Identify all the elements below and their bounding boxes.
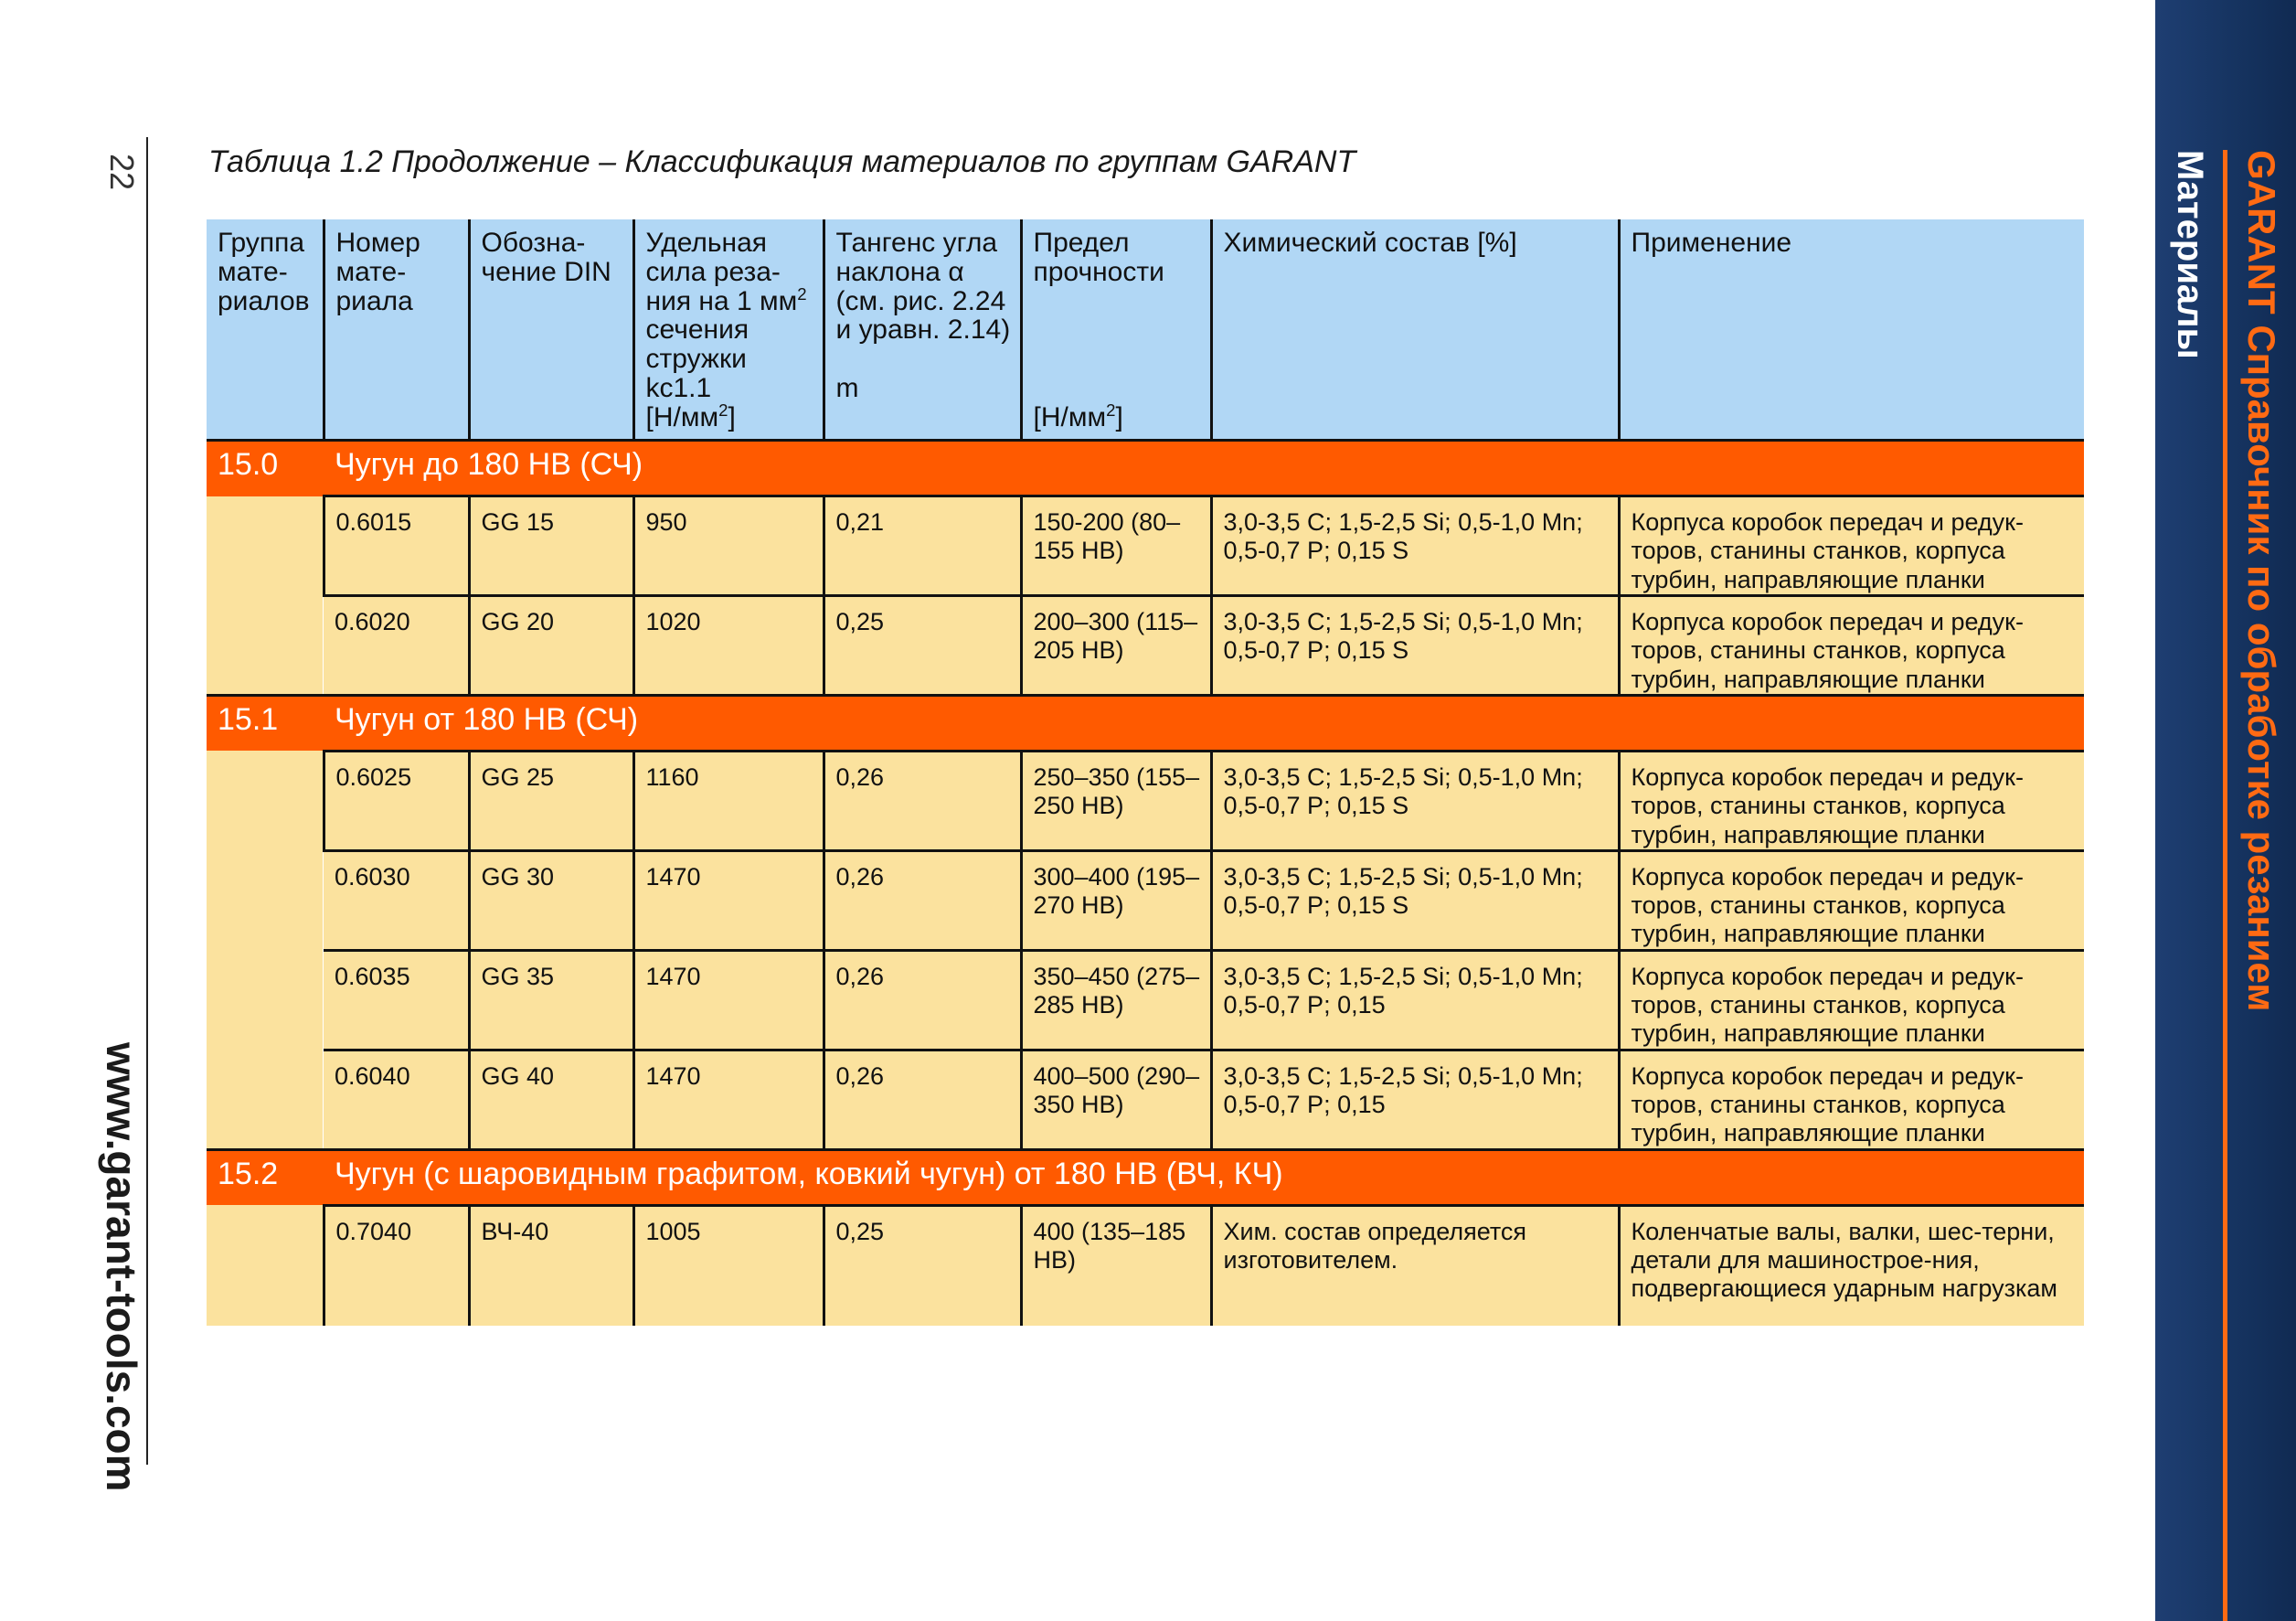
cell-din: GG 20 — [469, 595, 633, 695]
header-tangent-label: Тангенс угла наклона α (см. рис. 2.24 и уравн. 2.14) — [835, 228, 1011, 346]
table-row — [207, 496, 2084, 596]
cell-number: 0.6030 — [324, 850, 469, 950]
cell-number: 0.6015 — [324, 496, 469, 596]
header-cutting-force-unit: [Н/мм — [645, 401, 719, 432]
cell-application: Коленчатые валы, валки, шес-терни, детали для машинострое-ния, подвергающиеся ударным нагрузкам — [1619, 1205, 2084, 1326]
cell-kc: 1470 — [633, 950, 824, 1050]
header-strength-unit: [Н/мм — [1033, 401, 1107, 432]
header-strength-unit-sup: 2 — [1106, 400, 1116, 420]
header-strength-unit-end: ] — [1115, 401, 1123, 432]
sidebar-subtitle: Материалы — [2170, 150, 2210, 359]
cell-application: Корпуса коробок передач и редук-торов, станины станков, корпуса турбин, направляющие планки — [1619, 751, 2084, 850]
table-caption: Таблица 1.2 Продолжение – Классификация материалов по группам GARANT — [208, 144, 1356, 179]
table-row — [207, 1050, 2084, 1149]
header-cutting-force — [633, 218, 824, 441]
cell-chemical: 3,0-3,5 C; 1,5-2,5 Si; 0,5-1,0 Mn; 0,5-0,7 P; 0,15 — [1211, 1050, 1619, 1149]
table-header-row — [207, 218, 2084, 441]
cell-chemical: 3,0-3,5 C; 1,5-2,5 Si; 0,5-1,0 Mn; 0,5-0,7 P; 0,15 S — [1211, 850, 1619, 950]
page-number: 22 — [103, 154, 141, 191]
table-row — [207, 1205, 2084, 1326]
group-code: 15.1 — [207, 695, 324, 751]
header-cutting-force-unit-end: ] — [728, 401, 736, 432]
table-row — [207, 850, 2084, 950]
cell-m: 0,26 — [824, 1050, 1021, 1149]
cell-m: 0,21 — [824, 496, 1021, 596]
group-name: Чугун до 180 НВ (СЧ) — [324, 441, 2084, 496]
group-row-15-1 — [207, 695, 2084, 751]
cell-application: Корпуса коробок передач и редук-торов, станины станков, корпуса турбин, направляющие планки — [1619, 1050, 2084, 1149]
header-cutting-force-unit-sup: 2 — [718, 400, 728, 420]
table-row — [207, 595, 2084, 695]
header-cutting-force-label: Удельная сила реза-ния на 1 мм — [645, 228, 798, 316]
cell-kc: 1005 — [633, 1205, 824, 1326]
table-row — [207, 950, 2084, 1050]
cell-chemical: Хим. состав определяется изготовителем. — [1211, 1205, 1619, 1326]
cell-m: 0,26 — [824, 950, 1021, 1050]
cell-din: GG 30 — [469, 850, 633, 950]
cell-din: GG 25 — [469, 751, 633, 850]
cell-kc: 1470 — [633, 850, 824, 950]
cell-m: 0,26 — [824, 850, 1021, 950]
header-application: Применение — [1619, 218, 2084, 441]
materials-table — [207, 216, 2084, 1326]
cell-application: Корпуса коробок передач и редук-торов, станины станков, корпуса турбин, направляющие планки — [1619, 950, 2084, 1050]
group-row-15-0 — [207, 441, 2084, 496]
cell-din: GG 15 — [469, 496, 633, 596]
group-name: Чугун (с шаровидным графитом, ковкий чугун) от 180 НВ (ВЧ, КЧ) — [324, 1149, 2084, 1205]
group-name: Чугун от 180 НВ (СЧ) — [324, 695, 2084, 751]
header-tangent-unit: m — [835, 372, 859, 403]
cell-chemical: 3,0-3,5 C; 1,5-2,5 Si; 0,5-1,0 Mn; 0,5-0,7 P; 0,15 S — [1211, 751, 1619, 850]
cell-strength: 200–300 (115–205 НВ) — [1021, 595, 1211, 695]
cell-number: 0.6035 — [324, 950, 469, 1050]
group-code: 15.0 — [207, 441, 324, 496]
cell-number: 0.6040 — [324, 1050, 469, 1149]
cell-strength: 400 (135–185 НВ) — [1021, 1205, 1211, 1326]
cell-strength: 250–350 (155–250 НВ) — [1021, 751, 1211, 850]
cell-chemical: 3,0-3,5 C; 1,5-2,5 Si; 0,5-1,0 Mn; 0,5-0,7 P; 0,15 S — [1211, 496, 1619, 596]
cell-kc: 1020 — [633, 595, 824, 695]
header-group: Группа мате-риалов — [207, 218, 324, 441]
website-link[interactable]: www.garant-tools.com — [98, 1042, 145, 1492]
header-din: Обозна-чение DIN — [469, 218, 633, 441]
sidebar-title: GARANT Справочник по обработке резанием — [2240, 150, 2283, 1012]
cell-number: 0.7040 — [324, 1205, 469, 1326]
header-strength — [1021, 218, 1211, 441]
cell-m: 0,26 — [824, 751, 1021, 850]
header-cutting-force-label-2: сечения стружки kc1.1 — [645, 315, 749, 403]
cell-strength: 350–450 (275–285 НВ) — [1021, 950, 1211, 1050]
cell-strength: 150-200 (80–155 НВ) — [1021, 496, 1211, 596]
sidebar-accent-line — [2223, 150, 2227, 1621]
header-chemical: Химический состав [%] — [1211, 218, 1619, 441]
cell-din: ВЧ-40 — [469, 1205, 633, 1326]
group-spacer-cell — [207, 1205, 324, 1326]
cell-kc: 950 — [633, 496, 824, 596]
cell-din: GG 35 — [469, 950, 633, 1050]
cell-din: GG 40 — [469, 1050, 633, 1149]
cell-application: Корпуса коробок передач и редук-торов, станины станков, корпуса турбин, направляющие планки — [1619, 850, 2084, 950]
header-number: Номер мате-риала — [324, 218, 469, 441]
margin-divider — [146, 137, 148, 1465]
cell-number: 0.6025 — [324, 751, 469, 850]
group-spacer-cell — [207, 496, 324, 696]
cell-number: 0.6020 — [324, 595, 469, 695]
header-tangent — [824, 218, 1021, 441]
cell-kc: 1160 — [633, 751, 824, 850]
cell-chemical: 3,0-3,5 C; 1,5-2,5 Si; 0,5-1,0 Mn; 0,5-0,7 P; 0,15 S — [1211, 595, 1619, 695]
cell-strength: 300–400 (195–270 НВ) — [1021, 850, 1211, 950]
header-strength-label: Предел прочности — [1033, 228, 1164, 287]
cell-application: Корпуса коробок передач и редук-торов, станины станков, корпуса турбин, направляющие планки — [1619, 496, 2084, 596]
cell-m: 0,25 — [824, 1205, 1021, 1326]
cell-m: 0,25 — [824, 595, 1021, 695]
group-spacer-cell — [207, 751, 324, 1149]
header-cutting-force-sup: 2 — [797, 283, 807, 304]
cell-chemical: 3,0-3,5 C; 1,5-2,5 Si; 0,5-1,0 Mn; 0,5-0,7 P; 0,15 — [1211, 950, 1619, 1050]
group-code: 15.2 — [207, 1149, 324, 1205]
cell-application: Корпуса коробок передач и редук-торов, станины станков, корпуса турбин, направляющие планки — [1619, 595, 2084, 695]
group-row-15-2 — [207, 1149, 2084, 1205]
cell-kc: 1470 — [633, 1050, 824, 1149]
cell-strength: 400–500 (290–350 НВ) — [1021, 1050, 1211, 1149]
table-row — [207, 751, 2084, 850]
